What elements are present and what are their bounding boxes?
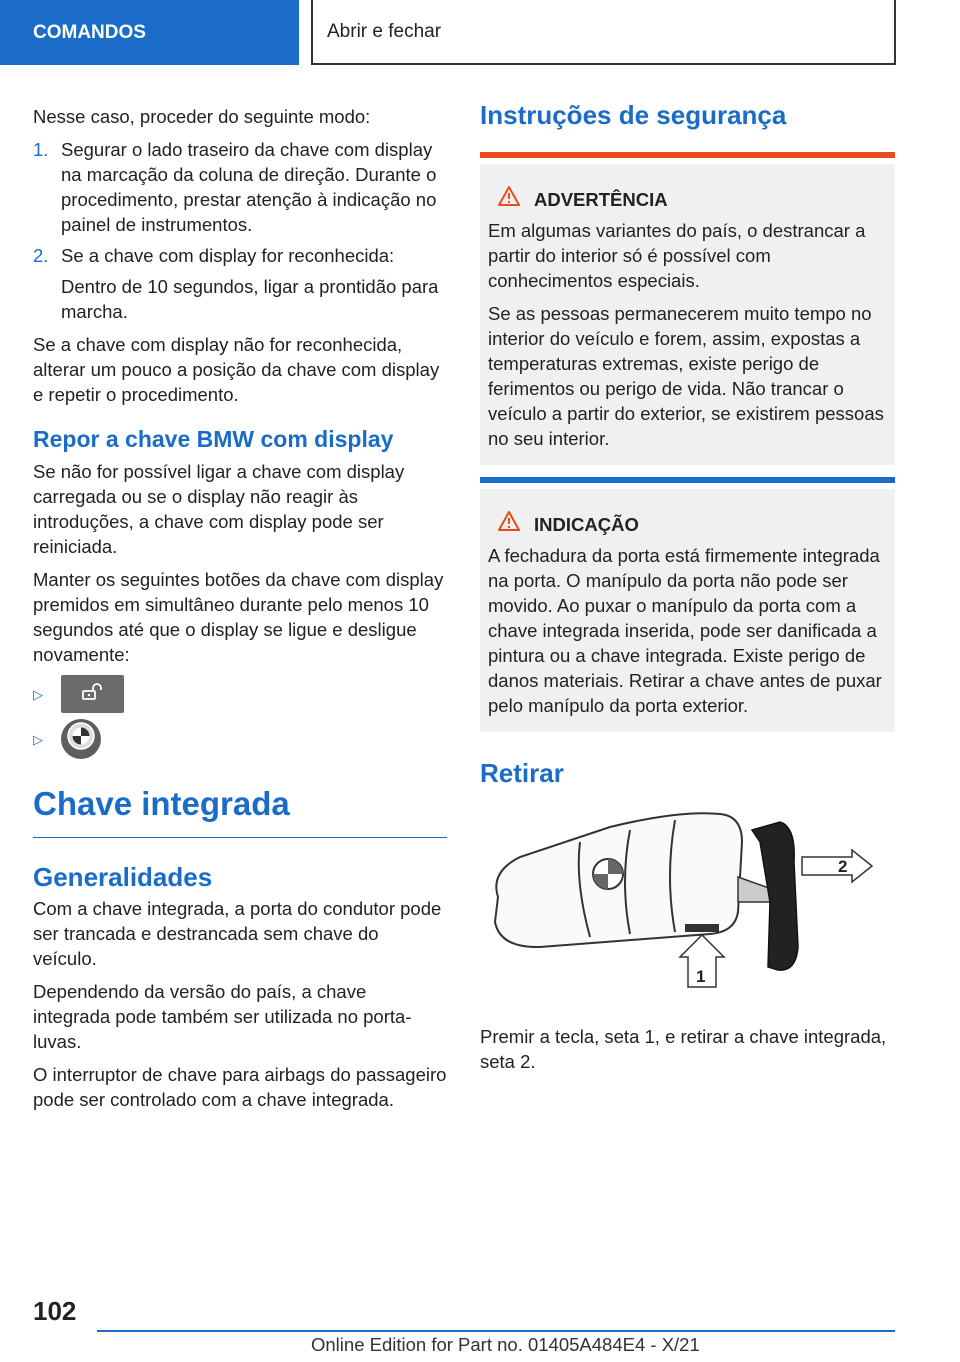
arrow-2-label: 2 xyxy=(838,857,848,876)
heading-chave-integrada: Chave integrada xyxy=(33,785,447,838)
warning-triangle-icon xyxy=(498,186,520,212)
list-item xyxy=(33,137,447,237)
key-illustration xyxy=(480,802,895,998)
page-number: 102 xyxy=(33,1296,77,1326)
bmw-logo-icon xyxy=(66,721,96,757)
left-column xyxy=(33,104,447,1120)
note-title: INDICAÇÃO xyxy=(534,513,639,535)
unlock-icon xyxy=(80,682,106,707)
subsection-header: Abrir e fechar xyxy=(311,0,896,65)
steps-list xyxy=(33,137,447,268)
list-item xyxy=(33,675,447,713)
heading-generalidades: Generalidades xyxy=(33,862,213,892)
paragraph: Se a chave com display não for reconhecida, alterar um pouco a posição da chave com display e repetir o procedimento. xyxy=(33,334,440,405)
arrow-1-label: 1 xyxy=(696,967,706,986)
paragraph: Manter os seguintes botões da chave com display premidos em simultâneo durante pelo menos 10 segundos até que o display se ligue e desligue novamente: xyxy=(33,569,444,665)
heading-seguranca: Instruções de segurança xyxy=(480,100,787,130)
note-bar xyxy=(480,477,895,483)
bmw-button-image xyxy=(61,719,101,759)
list-item xyxy=(33,719,447,759)
footer-edition: Online Edition for Part no. 01405A484E4 - X/21 xyxy=(311,1334,700,1355)
warning-text: Em algumas variantes do país, o destrancar a partir do interior só é possível com conhecimentos especiais. xyxy=(488,220,866,291)
step-number: 1. xyxy=(33,139,49,160)
step-text: Segurar o lado traseiro da chave com display na marcação da coluna de direção. Durante o procedimento, prestar atenção à indicação no painel de instrumentos. xyxy=(61,139,437,235)
note-title-row xyxy=(498,511,887,537)
figure-caption: Premir a tecla, seta 1, e retirar a chave integrada, seta 2. xyxy=(480,1026,887,1072)
warning-box xyxy=(480,164,895,465)
warning-title: ADVERTÊNCIA xyxy=(534,188,668,210)
unlock-button-image xyxy=(61,675,124,713)
bullet-marker: ▷ xyxy=(33,731,43,747)
warning-text: Se as pessoas permanecerem muito tempo no interior do veículo e forem, assim, expostas a temperaturas extremas, existe perigo de ferimentos ou perigo de vida. Não trancar o veículo a partir do exterior, se existirem pessoas no seu interior. xyxy=(488,303,884,449)
right-column xyxy=(480,100,895,1082)
paragraph: Dependendo da versão do país, a chave integrada pode também ser utilizada no porta-luvas. xyxy=(33,981,412,1052)
list-item xyxy=(33,243,447,268)
paragraph: Se não for possível ligar a chave com display carregada ou se o display não reagir às introduções, a chave com display pode ser reiniciada. xyxy=(33,461,405,557)
warning-bar xyxy=(480,152,895,158)
paragraph: O interruptor de chave para airbags do passageiro pode ser controlado com a chave integrada. xyxy=(33,1064,447,1110)
note-triangle-icon xyxy=(498,511,520,537)
section-tab: COMANDOS xyxy=(0,0,299,65)
warning-title-row xyxy=(498,186,887,212)
paragraph: Com a chave integrada, a porta do condutor pode ser trancada e destrancada sem chave do veículo. xyxy=(33,898,442,969)
step-text: Se a chave com display for reconhecida: xyxy=(61,245,395,266)
note-text: A fechadura da porta está firmemente integrada na porta. O manípulo da porta não pode ser movido. Ao puxar o manípulo da porta com a chave integrada inserida, pode ser danificada a pintura ou a chave integrada. Existe perigo de danos materiais. Retirar a chave antes de puxar pelo manípulo da porta exterior. xyxy=(488,545,882,716)
intro-text: Nesse caso, proceder do seguinte modo: xyxy=(33,106,371,127)
footer-divider xyxy=(97,1330,895,1332)
step-sub-text: Dentro de 10 segundos, ligar a prontidão para marcha. xyxy=(61,276,439,322)
bullet-marker: ▷ xyxy=(33,686,43,702)
heading-retirar: Retirar xyxy=(480,758,564,788)
step-number: 2. xyxy=(33,245,49,266)
heading-repor: Repor a chave BMW com display xyxy=(33,426,394,452)
note-box xyxy=(480,489,895,732)
